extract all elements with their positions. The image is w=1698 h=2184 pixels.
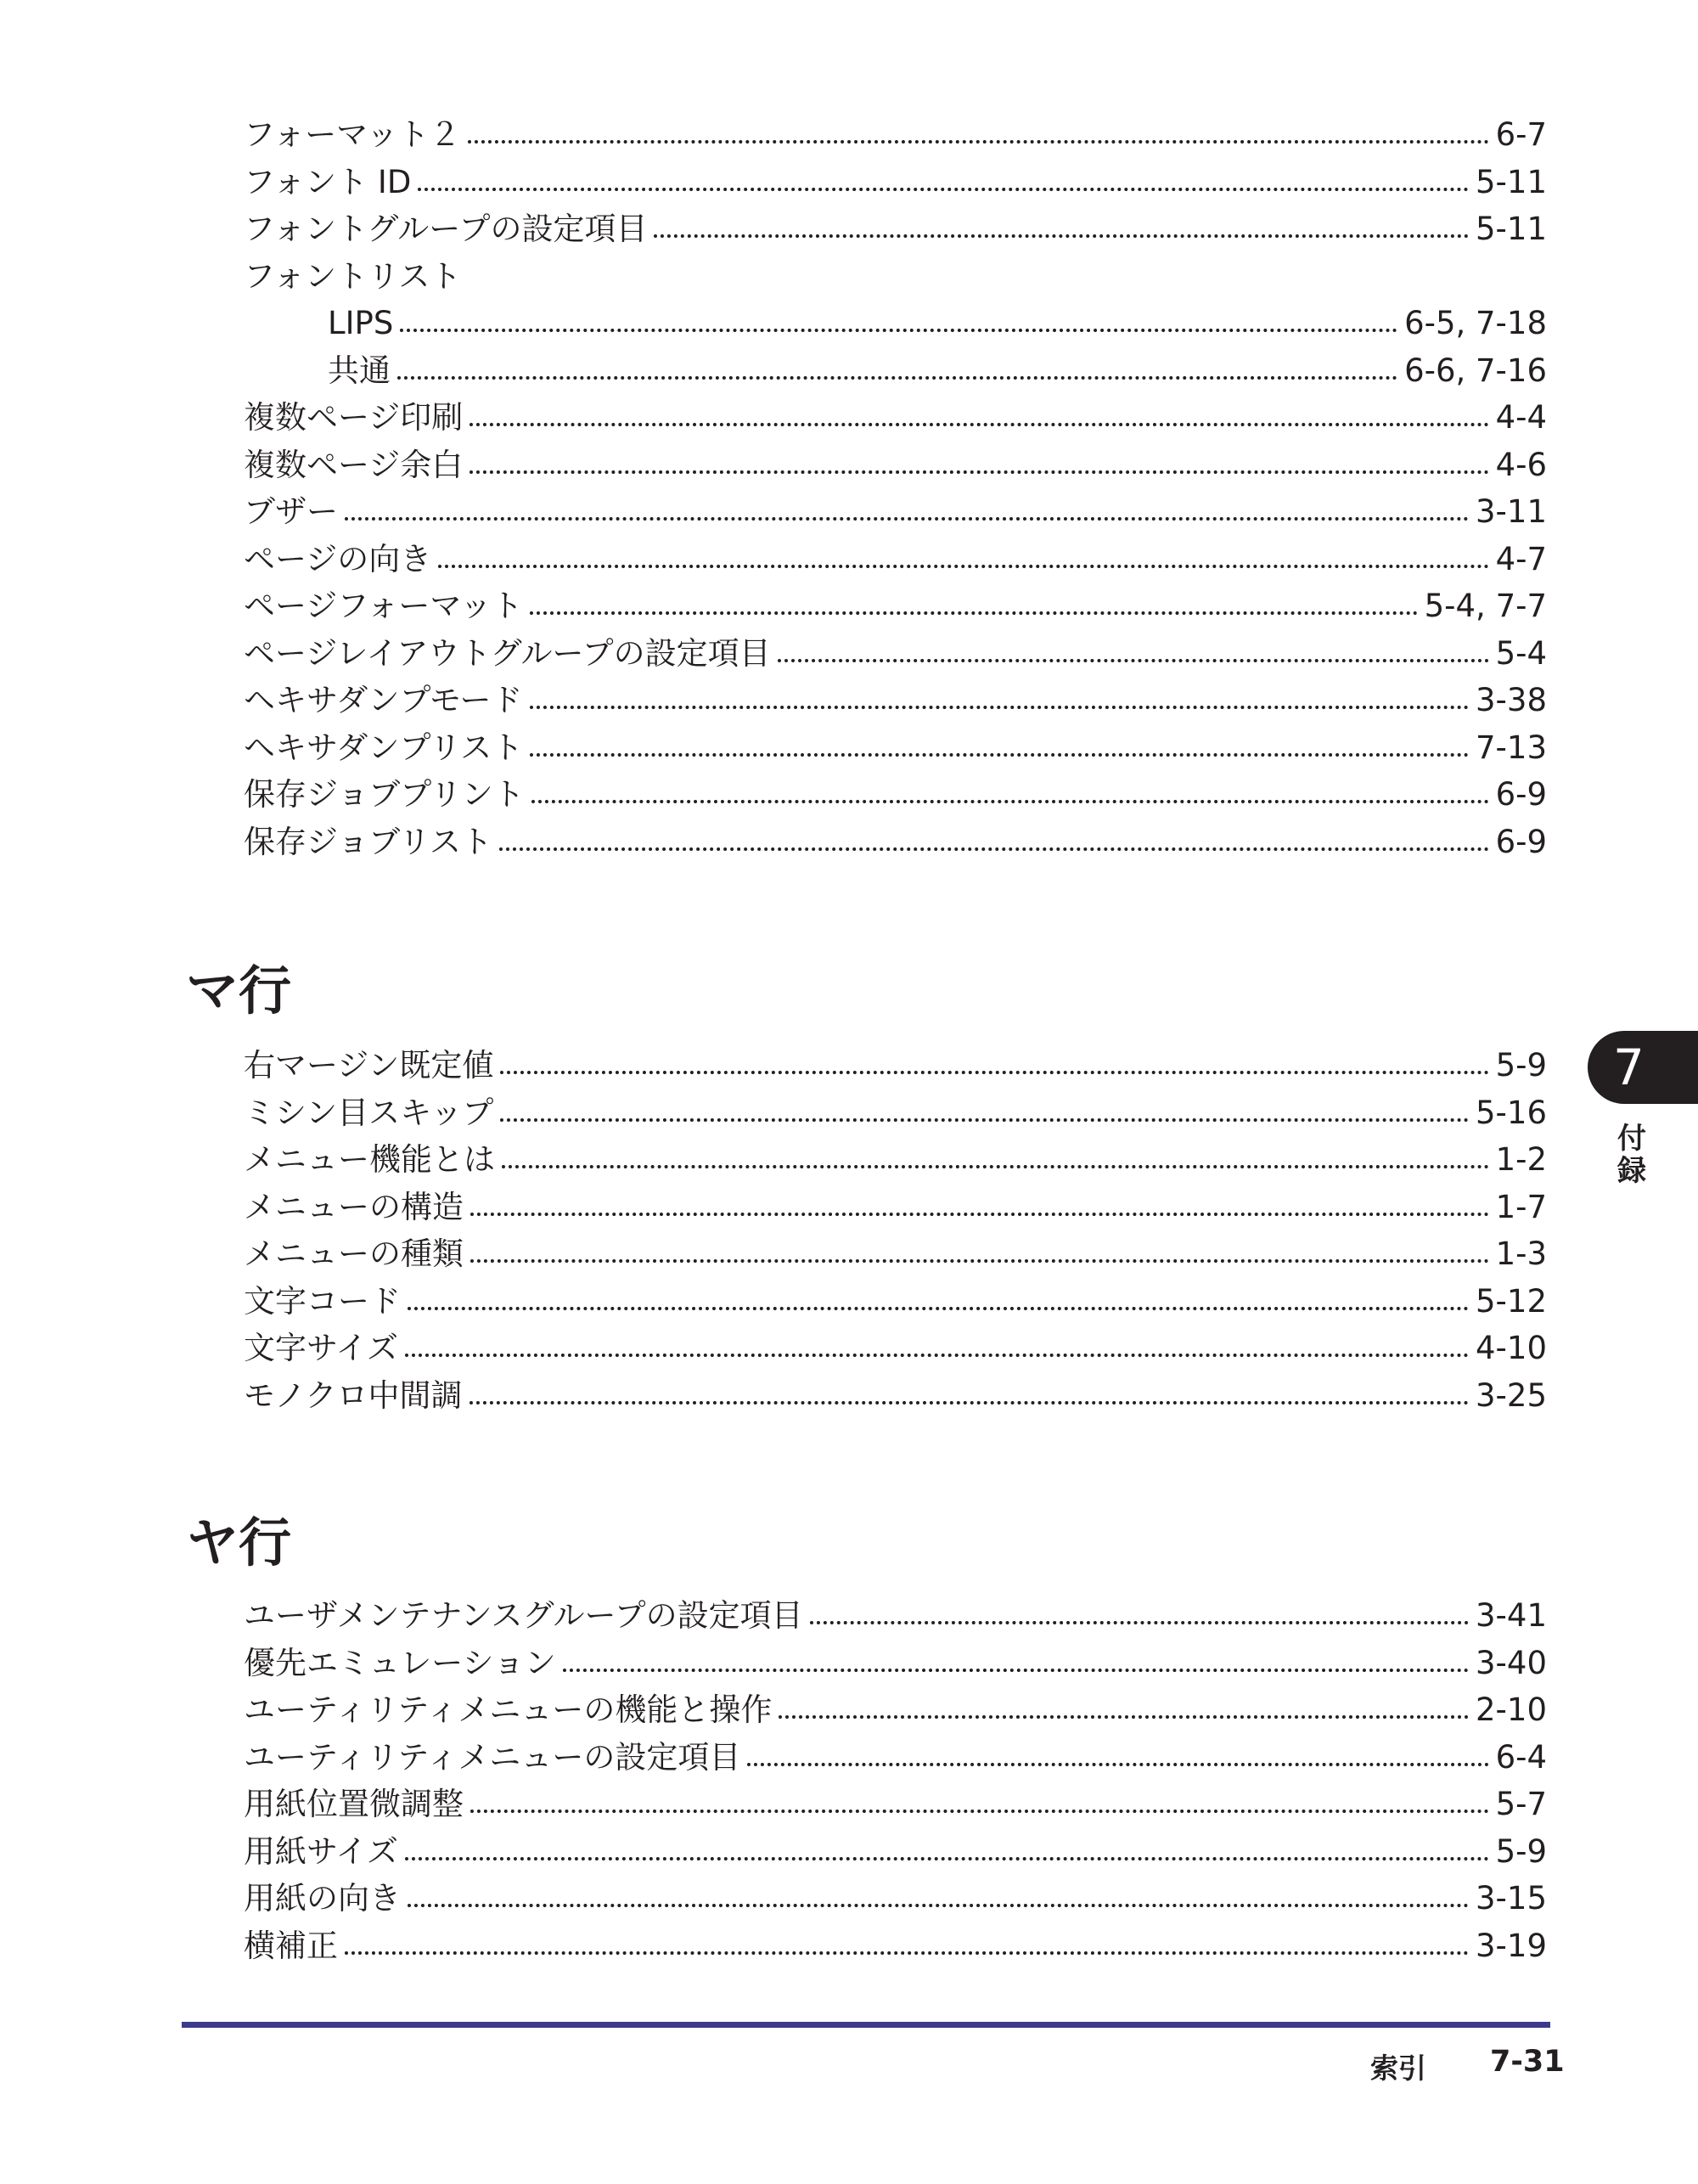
index-entry: ミシン目スキップ 5-16	[244, 1094, 1547, 1131]
dot-leader	[470, 1212, 1489, 1216]
index-entry: 保存ジョブリスト 6-9	[244, 823, 1547, 860]
index-entry: フォント ID 5-11	[244, 163, 1547, 200]
index-entry: ページフォーマット 5-4, 7-7	[244, 588, 1547, 624]
dot-leader	[779, 1714, 1469, 1719]
section-heading-ya: ヤ行	[186, 1511, 292, 1573]
index-entry: 右マージン既定値 5-9	[244, 1047, 1547, 1084]
index-block-ma	[244, 1042, 1547, 1419]
dot-leader	[469, 470, 1488, 474]
index-entry: ページの向き 4-7	[244, 540, 1547, 577]
dot-leader	[747, 1762, 1488, 1766]
index-entry: モノクロ中間調 3-25	[244, 1376, 1547, 1414]
index-entry-parent: フォントリスト	[244, 257, 462, 295]
index-entry: 複数ページ余白 4-6	[244, 446, 1547, 483]
dot-leader	[470, 1809, 1489, 1813]
index-entry: メニューの構造 1-7	[244, 1188, 1547, 1225]
dot-leader	[408, 1306, 1469, 1310]
dot-leader	[405, 1353, 1469, 1357]
index-entry: 文字コード 5-12	[244, 1282, 1547, 1320]
dot-leader	[438, 564, 1488, 568]
index-entry: 複数ページ印刷 4-4	[244, 399, 1547, 436]
index-block-ya	[244, 1592, 1547, 1969]
index-entry: ユーティリティメニューの設定項目 6-4	[244, 1738, 1547, 1776]
dot-leader	[470, 1258, 1489, 1263]
index-subentry: 共通 6-6, 7-16	[328, 352, 1547, 389]
dot-leader	[530, 752, 1469, 757]
dot-leader	[778, 658, 1489, 662]
index-entry: フォーマット２ 6-7	[244, 116, 1547, 153]
index-entry: 用紙サイズ 5-9	[244, 1832, 1547, 1870]
index-subentry: LIPS 6-5, 7-18	[328, 305, 1547, 341]
dot-leader	[530, 705, 1469, 709]
dot-leader	[400, 328, 1397, 332]
dot-leader	[502, 1164, 1489, 1168]
dot-leader	[408, 1903, 1469, 1907]
index-entry: フォントグループの設定項目 5-11	[244, 211, 1547, 247]
chapter-label: 付録	[1617, 1122, 1646, 1188]
footer-label: 索引	[1370, 2052, 1426, 2085]
index-entry: 横補正 3-19	[244, 1927, 1547, 1964]
dot-leader	[418, 187, 1469, 191]
index-entry: ユーザメンテナンスグループの設定項目 3-41	[244, 1597, 1547, 1634]
index-entry: 優先エミュレーション 3-40	[244, 1644, 1547, 1681]
dot-leader	[531, 799, 1489, 803]
dot-leader	[499, 847, 1489, 851]
dot-leader	[345, 1950, 1469, 1955]
dot-leader	[469, 422, 1488, 426]
dot-leader	[397, 375, 1397, 380]
index-entry: ヘキサダンプモード 3-38	[244, 682, 1547, 718]
dot-leader	[345, 516, 1469, 521]
index-entry: ユーティリティメニューの機能と操作 2-10	[244, 1691, 1547, 1728]
index-entry: 用紙の向き 3-15	[244, 1880, 1547, 1917]
footer-page-number: 7-31	[1490, 2045, 1565, 2079]
index-entry: ヘキサダンプリスト 7-13	[244, 729, 1547, 766]
index-entry: 文字サイズ 4-10	[244, 1330, 1547, 1366]
chapter-number: 7	[1613, 1039, 1645, 1096]
index-entry: メニュー機能とは 1-2	[244, 1141, 1547, 1178]
dot-leader	[530, 611, 1418, 615]
section-heading-ma: マ行	[186, 960, 292, 1022]
dot-leader	[468, 139, 1489, 144]
index-entry: 用紙位置微調整 5-7	[244, 1786, 1547, 1822]
dot-leader	[500, 1070, 1488, 1074]
dot-leader	[500, 1117, 1469, 1122]
chapter-tab	[1588, 1031, 1698, 1104]
index-block-ha-continued	[244, 111, 1547, 865]
index-entry: ブザー 3-11	[244, 493, 1547, 530]
dot-leader	[405, 1856, 1489, 1860]
index-entry: ページレイアウトグループの設定項目 5-4	[244, 634, 1547, 672]
dot-leader	[563, 1668, 1469, 1672]
dot-leader	[469, 1400, 1469, 1404]
dot-leader	[654, 234, 1469, 238]
dot-leader	[810, 1620, 1469, 1624]
index-entry: メニューの種類 1-3	[244, 1236, 1547, 1272]
index-entry: 保存ジョブプリント 6-9	[244, 776, 1547, 813]
footer-rule	[182, 2022, 1550, 2028]
